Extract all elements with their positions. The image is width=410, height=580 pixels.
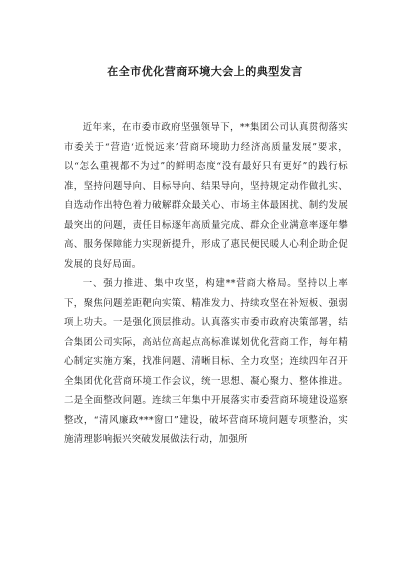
section-one-paragraph: 一、强力推进、集中攻坚，构建**营商大格局。坚持以上率下，聚焦问题差距靶向实策、精准发力、持续攻坚在补短板、强弱项上功夫。一是强化顶层推动。认真落实市委市政府决策部署，结合集团公司实际，高站位高起点高标准谋划优化营商工作，每年精心制定实施方案，找准问题、清晰目标、全力攻坚；连续四年召开全集团优化营商环境工作会议，统一思想、凝心聚力、整体推进。二是全面整改问题。连续三年集中开展落实市委营商环境建设巡察整改，“清风廉政***窗口”建设，破坏营商环境问题专项整治，实施清理影响振兴突破发展做法行动，加强所 (64, 278, 348, 445)
document-title: 在全市优化营商环境大会上的典型发言 (107, 65, 303, 78)
intro-paragraph: 近年来，在市委市政府坚强领导下，**集团公司认真贯彻落实市委关于“营造‘近悦远来’营商环境助力经济高质量发展”要求，以“怎么重视都不为过”的鲜明态度“没有最好只有更好”的践行标准，坚持问题导向、目标导向、结果导向，坚持规定动作做扎实、自选动作出特色着力破解群众最关心、市场主体最困扰、制约发展最突出的问题，责任目标逐年高质量完成、群众企业满意率逐年攀高、服务保障能力实现新提升，形成了惠民便民暖人心利企助企促发展的良好局面。 (64, 122, 348, 270)
document-body (64, 118, 348, 450)
